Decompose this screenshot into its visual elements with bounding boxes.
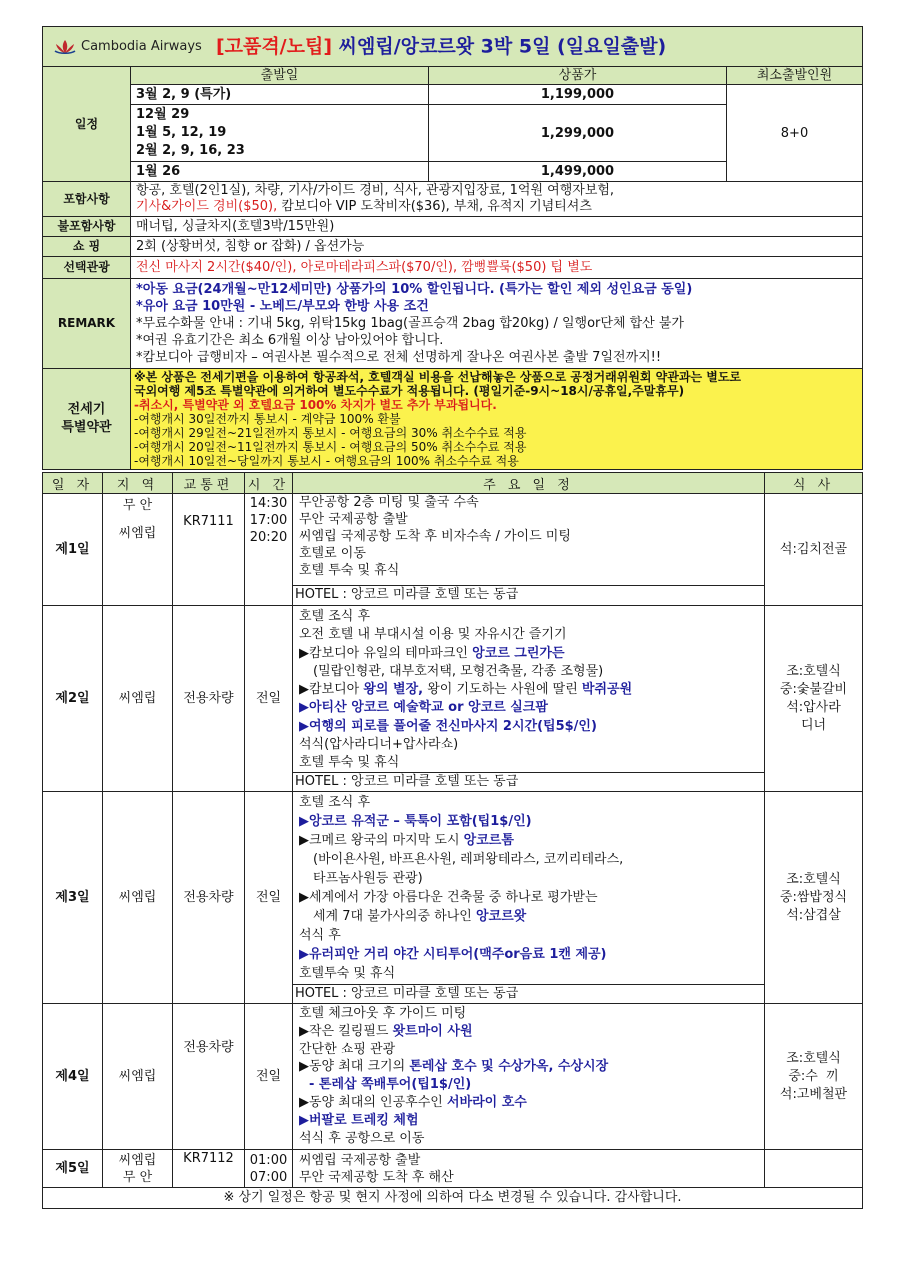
charter-line: -여행개시 20일전~11일전까지 통보시 - 여행요금의 50% 취소수수료 적용 [134, 440, 527, 454]
meal [765, 1150, 863, 1188]
tour-title [216, 35, 666, 57]
time-line: 20:20 [249, 530, 288, 545]
schedule-line: 호텔 투숙 및 휴식 [299, 755, 400, 771]
schedule-line: ▶버팔로 트레킹 체험 [299, 1112, 419, 1128]
day-row [43, 792, 863, 1004]
hotel-line: HOTEL : 앙코르 미라클 호텔 또는 동급 [293, 984, 764, 1003]
text-part: ▶작은 킬링필드 [299, 1023, 393, 1039]
header-transport: 교통편 [173, 473, 245, 494]
title-prefix: [고품격/노팁] [215, 35, 333, 57]
time-line: 01:00 [249, 1152, 288, 1168]
schedule-line: 타프놈사원등 관광) [313, 871, 423, 886]
meal-line: 석:삼겹살 [786, 907, 841, 923]
highlight: 톤레삽 호수 및 수상가옥, 수상시장 [409, 1059, 609, 1075]
header-meal: 식 사 [765, 473, 863, 494]
header-day: 일 자 [43, 473, 103, 494]
schedule-line: ▶아티산 앙코르 예술학교 or 앙코르 실크팜 [299, 700, 548, 716]
meal-line: 조:호텔식 [786, 663, 841, 679]
schedule-line: 호텔 조식 후 [299, 609, 371, 624]
meal [765, 792, 863, 1004]
time [245, 1150, 293, 1188]
charter-line: -여행개시 29일전~21일전까지 통보시 - 여행요금의 30% 취소수수료 적용 [134, 426, 527, 440]
departure-dates-1: 3월 2, 9 (특가) [131, 85, 429, 105]
charter-label-line: 특별약관 [61, 420, 112, 435]
highlight: 박쥐공원 [581, 682, 633, 698]
region: 씨엠립 [103, 1004, 173, 1150]
meal: 석:김치전골 [765, 494, 863, 606]
footer-note: ※ 상기 일정은 항공 및 현지 사정에 의하여 다소 변경될 수 있습니다. 감사합니다. [43, 1188, 863, 1209]
included-line: 항공, 호텔(2인1실), 차량, 기사/가이드 경비, 식사, 관광지입장료, 1억원 여행자보험, [136, 183, 615, 198]
schedule-line: 간단한 쇼핑 관광 [299, 1041, 396, 1057]
schedule-line [299, 907, 758, 926]
charter-line: -여행개시 30일전까지 통보시 - 계약금 100% 환불 [134, 412, 401, 426]
transport: 전용차량 [173, 1004, 245, 1150]
meal-line: 중:쌈밥정식 [779, 889, 848, 905]
day-label: 제2일 [43, 606, 103, 792]
schedule-line: 무안 국제공항 도착 후 해산 [299, 1169, 454, 1185]
meal-line: 중:수 끼 [788, 1068, 839, 1084]
shopping-text: 2회 (상황버섯, 침향 or 잡화) / 옵션가능 [131, 237, 863, 257]
remark-line: *유아 요금 10만원 - 노베드/부모와 한방 사용 조건 [136, 299, 429, 314]
highlight: 앙코르왓 [475, 909, 527, 924]
departure-dates-2 [131, 105, 429, 162]
remark-line: *아동 요금(24개월~만12세미만) 상품가의 10% 할인됩니다. (특가는 할인 제외 성인요금 동일) [136, 282, 693, 297]
schedule-line: 무안공항 2층 미팅 및 출국 수속 [299, 495, 479, 510]
text-part: ▶캄보디아 유일의 테마파크인 [299, 645, 473, 661]
schedule-line [299, 1058, 758, 1076]
schedule-line [299, 831, 758, 850]
schedule-line: 호텔 체크아웃 후 가이드 미팅 [299, 1006, 467, 1021]
schedule-line [299, 645, 758, 663]
transport: 전용차량 [173, 606, 245, 792]
text-part: ▶동양 최대 크기의 [299, 1059, 410, 1075]
charter-line: -여행개시 10일전~당일까지 통보시 - 여행요금의 100% 취소수수료 적용 [134, 454, 519, 468]
region-line: 씨엠립 [118, 1152, 157, 1168]
remark-label: REMARK [43, 279, 131, 369]
dates-line: 12월 29 [136, 107, 190, 122]
meal [765, 606, 863, 792]
price-header: 상품가 [429, 67, 727, 85]
highlight: 왓트마이 사원 [392, 1023, 473, 1039]
region-line: 무 안 [122, 1169, 153, 1185]
meal-line: 석:고베철판 [779, 1086, 848, 1102]
included-label: 포함사항 [43, 182, 131, 217]
schedule-line: 무안 국제공항 출발 [299, 512, 408, 527]
day-label: 제4일 [43, 1004, 103, 1150]
charter-label-line: 전세기 [67, 402, 106, 417]
schedule-detail [293, 792, 765, 1004]
schedule-detail [293, 1004, 765, 1150]
hotel-line: HOTEL : 앙코르 미라클 호텔 또는 동급 [293, 772, 764, 791]
transport: 전용차량 [173, 792, 245, 1004]
schedule-detail [293, 494, 765, 606]
time-line: 17:00 [249, 513, 288, 528]
transport: KR7111 [173, 494, 245, 606]
schedule-line [299, 1023, 758, 1041]
highlight: 앙코르톰 [463, 833, 514, 848]
remark-line: *무료수화물 안내 : 기내 5kg, 위탁15kg 1bag(골프승객 2bag 합20kg) / 일행or단체 합산 불가 [136, 316, 684, 331]
time [245, 494, 293, 606]
text-part: 왕이 기도하는 사원에 딸린 [423, 682, 582, 698]
min-people-header: 최소출발인원 [727, 67, 863, 85]
day-label: 제5일 [43, 1150, 103, 1188]
schedule-line [299, 1094, 758, 1112]
meal [765, 1004, 863, 1150]
region-line: 무 안 [122, 498, 153, 513]
schedule-line: 석식 후 공항으로 이동 [299, 1130, 425, 1146]
optional-tour-text: 전신 마사지 2시간($40/인), 아로마테라피스파($70/인), 깜뻥쁠룩($50) 팁 별도 [131, 257, 863, 279]
meal-line: 조:호텔식 [786, 871, 841, 887]
dates-line: 2월 2, 9, 16, 23 [136, 143, 245, 158]
guide-fee: 기사&가이드 경비($50), [136, 199, 278, 214]
highlight: 앙코르 그린가든 [472, 645, 565, 661]
region: 씨엠립 [103, 606, 173, 792]
shopping-label: 쇼 핑 [43, 237, 131, 257]
charter-line: 국외여행 제5조 특별약관에 의거하여 별도수수료가 적용됩니다. (평일기준-9시~18시/공휴일,주말휴무) [134, 384, 685, 398]
schedule-line [299, 681, 758, 699]
included-line [136, 199, 857, 215]
text-part: ▶동양 최대의 인공후수인 [299, 1094, 447, 1110]
day-row [43, 494, 863, 606]
charter-line: -취소시, 특별약관 외 호텔요금 100% 차지가 별도 추가 부과됩니다. [134, 398, 497, 412]
day-row [43, 1150, 863, 1188]
schedule-detail [293, 1150, 765, 1188]
time-line: 14:30 [249, 496, 288, 511]
lotus-logo-icon [53, 38, 77, 56]
charter-label [43, 369, 131, 470]
schedule-line: 석식 후 [299, 928, 341, 943]
meal-line: 디너 [800, 717, 827, 733]
remark-line: *여권 유효기간은 최소 6개월 이상 남아있어야 합니다. [136, 333, 444, 348]
text-part: ▶캄보디아 [299, 682, 364, 698]
schedule-line: 오전 호텔 내 부대시설 이용 및 자유시간 즐기기 [299, 627, 567, 643]
title-bar [43, 27, 863, 67]
time: 전일 [245, 606, 293, 792]
excluded-text: 매너팁, 싱글차지(호텔3박/15만원) [131, 217, 863, 237]
day-label: 제1일 [43, 494, 103, 606]
schedule-label: 일정 [43, 67, 131, 182]
schedule-line: ▶앙코르 유적군 – 툭툭이 포함(팁1$/인) [299, 814, 532, 829]
text-part: 세계 7대 불가사의중 하나인 [313, 909, 476, 924]
region: 씨엠립 [103, 792, 173, 1004]
price-3: 1,499,000 [429, 162, 727, 182]
schedule-detail [293, 606, 765, 792]
departure-header: 출발일 [131, 67, 429, 85]
charter-terms [131, 369, 863, 470]
schedule-line: 호텔 조식 후 [299, 795, 371, 810]
airline-logo [53, 38, 202, 56]
hotel-line: HOTEL : 앙코르 미라클 호텔 또는 동급 [293, 585, 764, 604]
remark-line: *캄보디아 급행비자 – 여권사본 필수적으로 전체 선명하게 잘나온 여권사본 출발 7일전까지!! [136, 350, 662, 365]
schedule-line: 호텔로 이동 [299, 546, 366, 561]
header-schedule: 주 요 일 정 [293, 473, 765, 494]
meal-line: 석:압사라 [786, 699, 841, 715]
schedule-line: 호텔 투숙 및 휴식 [299, 563, 400, 578]
schedule-line: (밀랍인형관, 대부호저택, 모형건축물, 각종 조형물) [313, 663, 604, 679]
highlight: 서바라이 호수 [446, 1094, 527, 1110]
day-label: 제3일 [43, 792, 103, 1004]
transport: KR7112 [173, 1150, 245, 1188]
time: 전일 [245, 792, 293, 1004]
day-row [43, 606, 863, 792]
header-time: 시 간 [245, 473, 293, 494]
schedule-line: 씨엠립 국제공항 도착 후 비자수속 / 가이드 미팅 [299, 529, 571, 544]
time: 전일 [245, 1004, 293, 1150]
day-row [43, 1004, 863, 1150]
price-1: 1,199,000 [429, 85, 727, 105]
meal-line: 중:숯불갈비 [779, 681, 848, 697]
optional-tour-label: 선택관광 [43, 257, 131, 279]
tour-info-table [42, 26, 863, 470]
schedule-line: 석식(압사라디너+압사라쇼) [299, 737, 459, 753]
region [103, 1150, 173, 1188]
schedule-line: (바이욘사원, 바프욘사원, 레퍼왕테라스, 코끼리테라스, [313, 852, 624, 867]
schedule-line: 씨엠립 국제공항 출발 [299, 1152, 421, 1168]
dates-line: 1월 5, 12, 19 [136, 125, 227, 140]
departure-dates-3: 1월 26 [131, 162, 429, 182]
excluded-label: 불포함사항 [43, 217, 131, 237]
included-rest: 캄보디아 VIP 도착비자($36), 부채, 유적지 기념티셔츠 [277, 199, 592, 214]
time-line: 07:00 [249, 1169, 288, 1185]
included-text [131, 182, 863, 217]
schedule-line: ▶세계에서 가장 아름다운 건축물 중 하나로 평가받는 [299, 890, 598, 905]
schedule-line: ▶유러피안 거리 야간 시티투어(맥주or음료 1캔 제공) [299, 947, 607, 962]
title-main: 씨엠립/앙코르왓 3박 5일 (일요일출발) [338, 35, 667, 57]
highlight: 왕의 별장, [363, 682, 424, 698]
header-region: 지 역 [103, 473, 173, 494]
itinerary-table [42, 472, 863, 1209]
meal-line: 조:호텔식 [786, 1050, 841, 1066]
schedule-line: ▶여행의 피로를 풀어줄 전신마사지 2시간(팁5$/인) [299, 718, 597, 734]
charter-line: ※본 상품은 전세기편을 이용하여 항공좌석, 호텔객실 비용을 선납해놓은 상품으로 공정거래위원회 약관과는 별도로 [134, 370, 742, 384]
schedule-line: 호텔투숙 및 휴식 [299, 966, 396, 981]
remark-text [131, 279, 863, 369]
min-people-value: 8+0 [727, 85, 863, 182]
text-part: ▶크메르 왕국의 마지막 도시 [299, 833, 464, 848]
price-2: 1,299,000 [429, 105, 727, 162]
tour-document [42, 26, 862, 1209]
airline-name: Cambodia Airways [81, 39, 202, 54]
schedule-line: - 톤레삽 쪽배투어(팁1$/인) [309, 1077, 472, 1093]
region-line: 씨엠립 [118, 526, 157, 541]
region [103, 494, 173, 606]
